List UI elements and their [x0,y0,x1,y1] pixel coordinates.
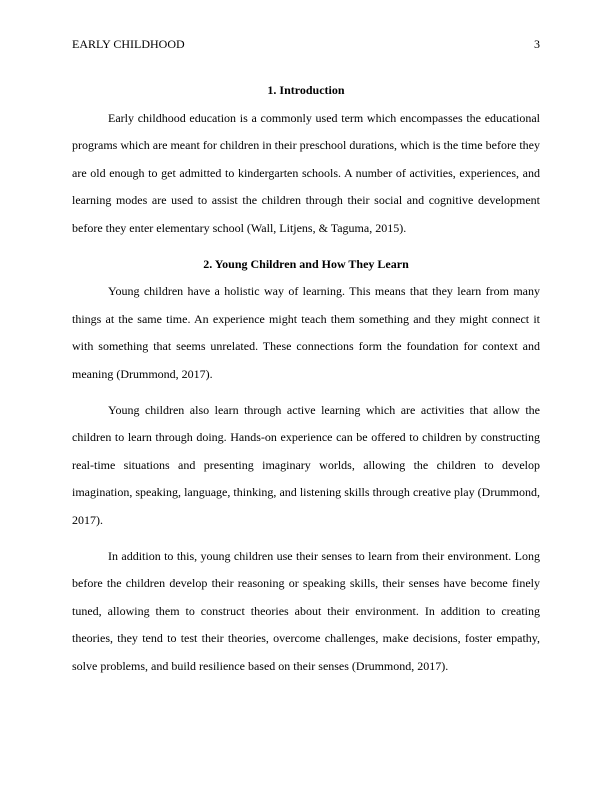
section-introduction [72,77,540,243]
section-heading: 1. Introduction [267,83,345,97]
document-body [72,77,540,680]
running-head [72,36,540,52]
paragraph: Young children also learn through active learning which are activities that allow the children to learn through doing. Hands-on experience can be offered to children by constructing real-time situations and presenting imaginary worlds, allowing the children to develop imagination, speaking, language, thinking, and listening skills through creative play (Drummond, 2017). [72,402,540,527]
paragraph: Young children have a holistic way of learning. This means that they learn from many things at the same time. An experience might teach them something and they might connect it with something that seems unrelated. These connections form the foundation for context and meaning (Drummond, 2017). [72,284,540,381]
paragraph: In addition to this, young children use their senses to learn from their environment. Long before the children develop their reasoning or speaking skills, their senses have become finely tuned, allowing them to construct theories about their environment. In addition to creating theories, they tend to test their theories, overcome challenges, make decisions, foster empathy, solve problems, and build resilience based on their senses (Drummond, 2017). [72,548,540,673]
page-number: 3 [534,37,540,51]
running-head-title: EARLY CHILDHOOD [72,37,185,51]
paragraph: Early childhood education is a commonly used term which encompasses the educational programs which are meant for children in their preschool durations, which is the time before they are old enough to get admitted to kindergarten schools. A number of activities, experiences, and learning modes are used to assist the children through their social and cognitive development before they enter elementary school (Wall, Litjens, & Taguma, 2015). [72,110,540,235]
section-young-children [72,251,540,681]
section-heading: 2. Young Children and How They Learn [203,256,409,271]
